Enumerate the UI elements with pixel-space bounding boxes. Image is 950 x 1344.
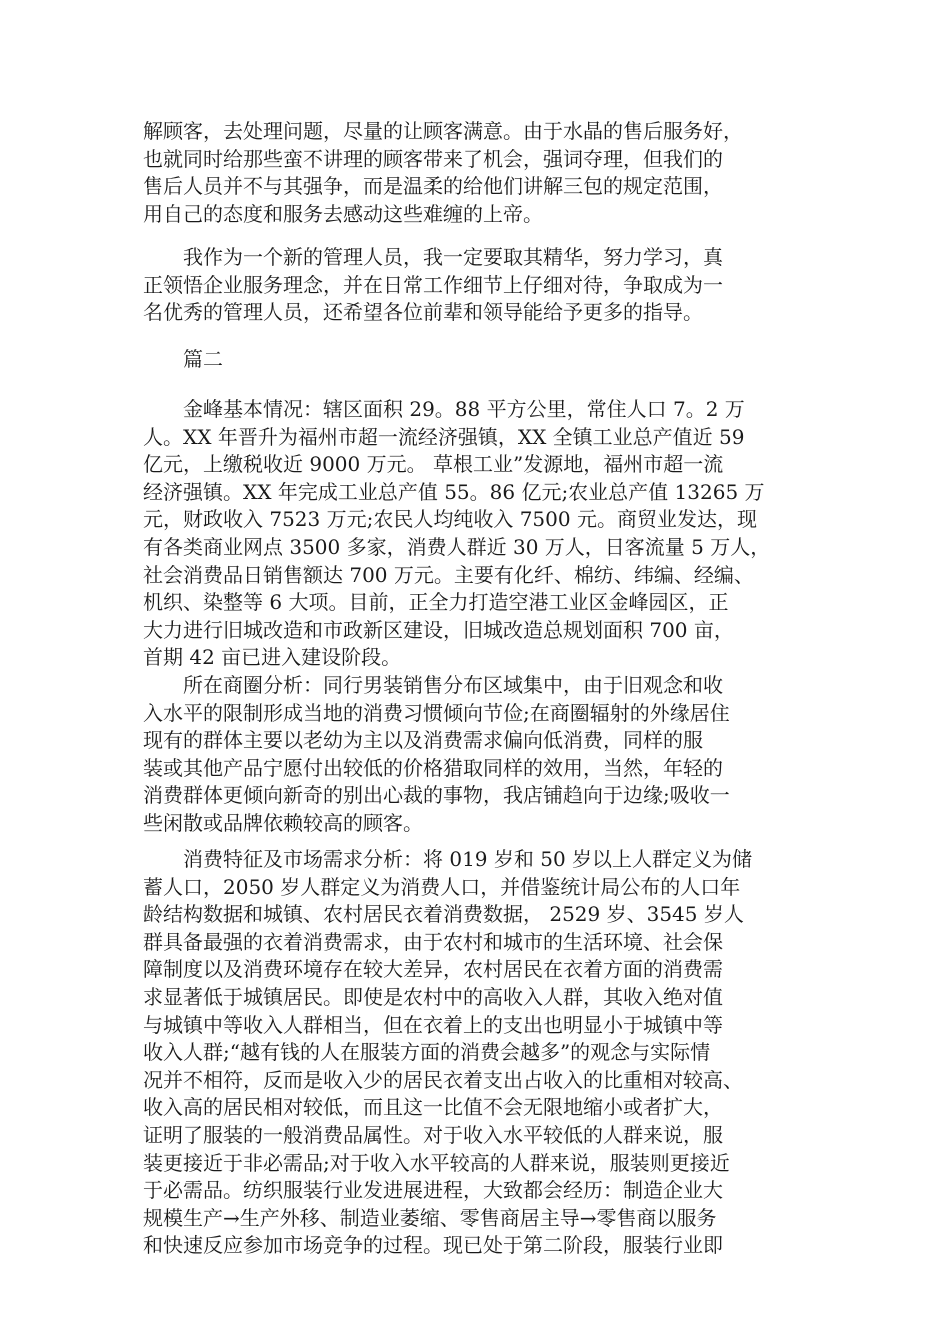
text-line: 金峰基本情况：辖区面积 29。88 平方公里，常住人口 7。2 万 bbox=[143, 397, 745, 421]
text-line: 售后人员并不与其强争，而是温柔的给他们讲解三包的规定范围， bbox=[143, 174, 723, 199]
text-line: 有各类商业网点 3500 多家，消费人群近 30 万人，日客流量 5 万人， bbox=[143, 534, 771, 559]
text-line: 入水平的限制形成当地的消费习惯倾向节俭;在商圈辐射的外缘居住 bbox=[143, 700, 730, 725]
paragraph-after-sales-service bbox=[143, 118, 811, 228]
text-line: 规模生产→生产外移、制造业萎缩、零售商居主导→零售商以服务 bbox=[143, 1205, 717, 1230]
text-line: 消费特征及市场需求分析：将 019 岁和 50 岁以上人群定义为储 bbox=[143, 847, 753, 871]
text-line: 所在商圈分析：同行男装销售分布区域集中，由于旧观念和收 bbox=[143, 673, 723, 697]
text-line: 首期 42 亩已进入建设阶段。 bbox=[143, 645, 402, 670]
text-line: 机织、染整等 6 大项。目前，正全力打造空港工业区金峰园区，正 bbox=[143, 590, 729, 615]
text-line: 龄结构数据和城镇、农村居民衣着消费数据， 2529 岁、3545 岁人 bbox=[143, 902, 744, 927]
paragraph-jinfeng-overview bbox=[143, 396, 811, 672]
text-line: 于必需品。纺织服装行业发进展进程，大致都会经历：制造企业大 bbox=[143, 1178, 723, 1203]
section-heading bbox=[143, 346, 811, 374]
text-line: 消费群体更倾向新奇的别出心裁的事物，我店铺趋向于边缘;吸收一 bbox=[143, 783, 730, 808]
text-line: 解顾客，去处理问题，尽量的让顾客满意。由于水晶的售后服务好， bbox=[143, 119, 743, 143]
text-line: 群具备最强的衣着消费需求，由于农村和城市的生活环境、社会保 bbox=[143, 929, 723, 954]
text-line: 正领悟企业服务理念，并在日常工作细节上仔细对待，争取成为一 bbox=[143, 272, 723, 297]
text-line: 经济强镇。XX 年完成工业总产值 55。86 亿元;农业总产值 13265 万 bbox=[143, 479, 765, 504]
text-line: 收入人群;“越有钱的人在服装方面的消费会越多”的观念与实际情 bbox=[143, 1040, 711, 1065]
text-line: 名优秀的管理人员，还希望各位前辈和领导能给予更多的指导。 bbox=[143, 300, 703, 325]
text-line: 装或其他产品宁愿付出较低的价格猎取同样的效用，当然，年轻的 bbox=[143, 755, 723, 780]
text-line: 与城镇中等收入人群相当，但在衣着上的支出也明显小于城镇中等 bbox=[143, 1012, 723, 1037]
text-line: 证明了服装的一般消费品属性。对于收入水平较低的人群来说，服 bbox=[143, 1122, 723, 1147]
text-line: 障制度以及消费环境存在较大差异，农村居民在衣着方面的消费需 bbox=[143, 957, 723, 982]
text-line: 求显著低于城镇居民。即使是农村中的高收入人群，其收入绝对值 bbox=[143, 984, 723, 1009]
text-line: 用自己的态度和服务去感动这些难缠的上帝。 bbox=[143, 201, 543, 226]
text-line: 也就同时给那些蛮不讲理的顾客带来了机会，强词夺理，但我们的 bbox=[143, 146, 723, 171]
text-line: 社会消费品日销售额达 700 万元。主要有化纤、棉纺、纬编、经编、 bbox=[143, 562, 754, 587]
text-line: 装更接近于非必需品;对于收入水平较高的人群来说，服装则更接近 bbox=[143, 1150, 730, 1175]
text-line: 蓄人口，2050 岁人群定义为消费人口，并借鉴统计局公布的人口年 bbox=[143, 874, 741, 899]
paragraph-consumption-analysis bbox=[143, 846, 811, 1260]
text-line: 亿元，上缴税收近 9000 万元。 草根工业”发源地，福州市超一流 bbox=[143, 452, 724, 477]
section-heading-text: 篇二 bbox=[143, 347, 223, 371]
text-line: 况并不相符，反而是收入少的居民衣着支出占收入的比重相对较高、 bbox=[143, 1067, 743, 1092]
text-line: 些闲散或品牌依赖较高的顾客。 bbox=[143, 810, 423, 835]
text-line: 大力进行旧城改造和市政新区建设，旧城改造总规划面积 700 亩， bbox=[143, 617, 734, 642]
text-line: 和快速反应参加市场竞争的过程。现已处于第二阶段，服装行业即 bbox=[143, 1233, 723, 1258]
text-line: 收入高的居民相对较低，而且这一比值不会无限地缩小或者扩大， bbox=[143, 1095, 723, 1120]
paragraph-new-manager bbox=[143, 244, 811, 327]
text-line: 现有的群体主要以老幼为主以及消费需求偏向低消费，同样的服 bbox=[143, 728, 703, 753]
text-line: 人。XX 年晋升为福州市超一流经济强镇，XX 全镇工业总产值近 59 bbox=[143, 424, 745, 449]
text-line: 我作为一个新的管理人员，我一定要取其精华，努力学习，真 bbox=[143, 245, 723, 269]
paragraph-trade-area-analysis bbox=[143, 672, 811, 838]
text-line: 元，财政收入 7523 万元;农民人均纯收入 7500 元。商贸业发达，现 bbox=[143, 507, 757, 532]
